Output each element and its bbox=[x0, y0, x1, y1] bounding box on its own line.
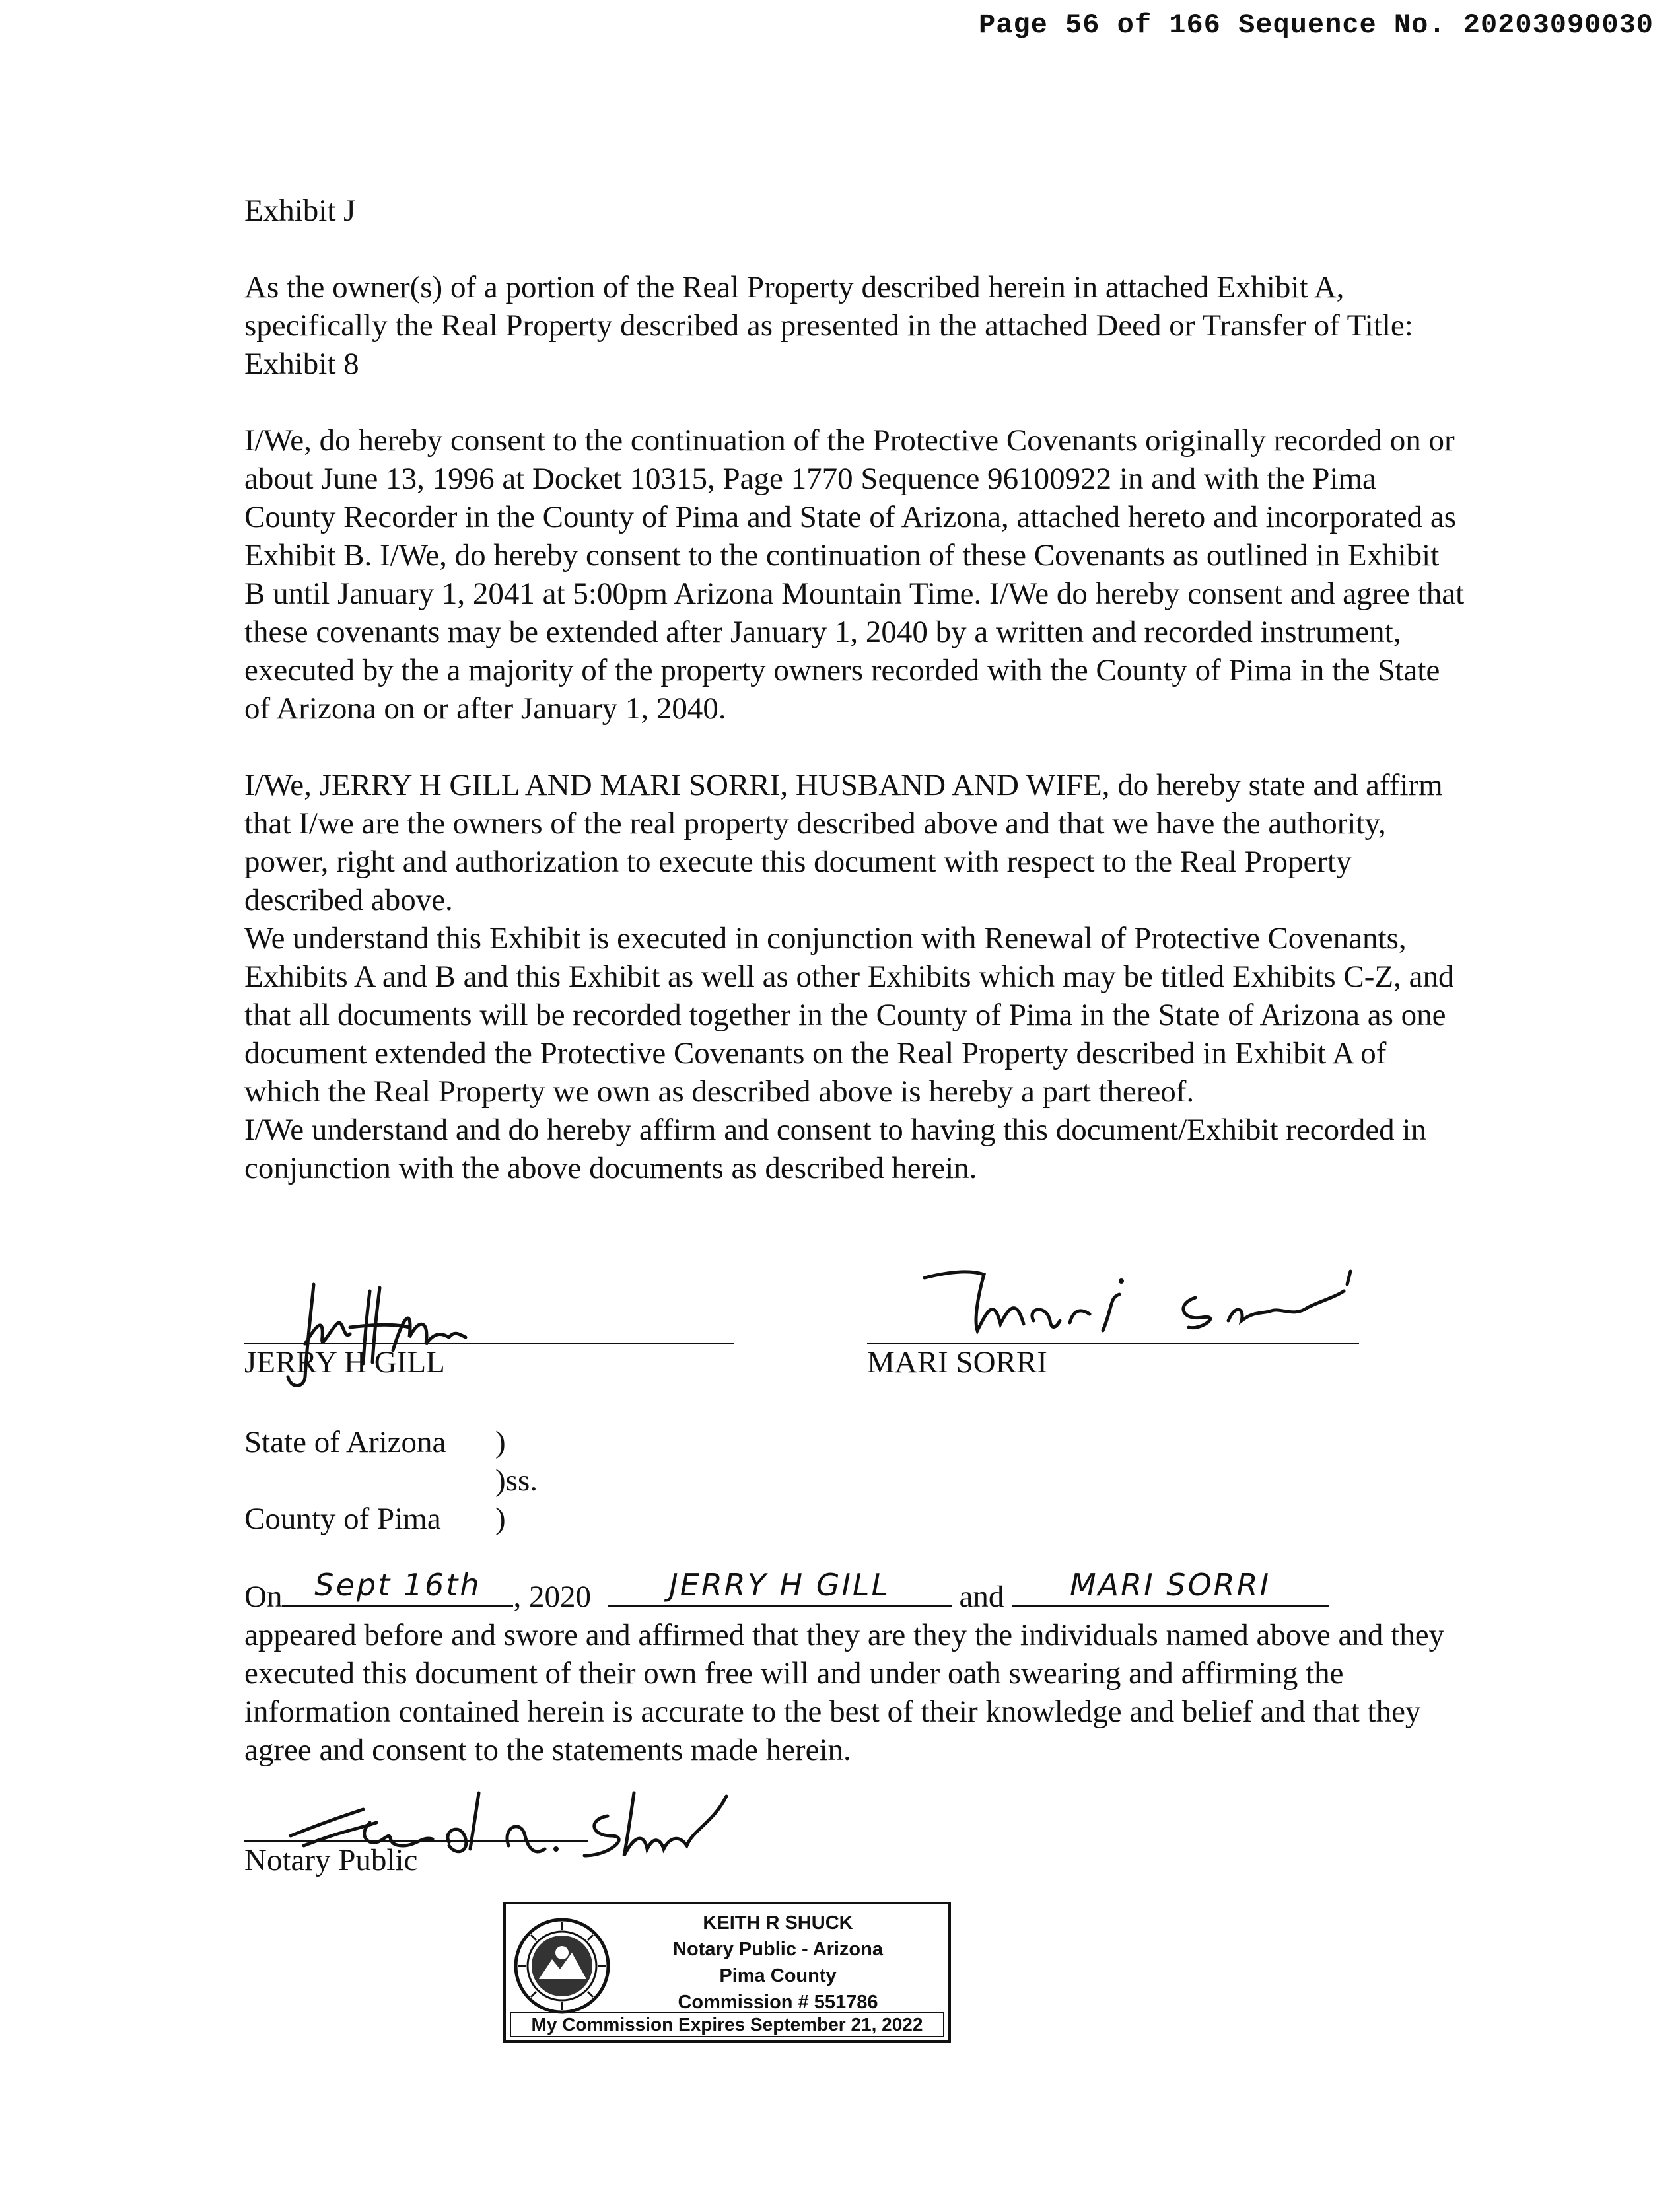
oath-name2-field bbox=[1012, 1567, 1329, 1607]
signer-name-right: MARI SORRI bbox=[867, 1345, 1047, 1380]
notary-stamp bbox=[503, 1902, 951, 2043]
oath-name1-handwritten: JERRY H GILL bbox=[669, 1567, 891, 1603]
document-body bbox=[244, 192, 1466, 1187]
paragraph-recording: I/We understand and do hereby affirm and consent to having this document/Exhibit recorded in conjunction with the above documents as described herein. bbox=[244, 1113, 1426, 1185]
stamp-notary-name: KEITH R SHUCK bbox=[703, 1912, 853, 1934]
oath-fill-line bbox=[244, 1567, 1466, 1616]
paragraph-conjunction: We understand this Exhibit is executed in conjunction with Renewal of Protective Covenants, Exhibits A and B and this Exhibit as well as other Exhibits which may be titled Exhibits C-Z, and that all documents will be recorded together in the County of Pima in the State of Arizona as one document extended the Protective Covenants on the Real Property described in Exhibit A of which the Real Property we own as described above is hereby a part thereof. bbox=[244, 921, 1454, 1109]
oath-and-label: and bbox=[959, 1580, 1004, 1614]
venue-paren-2: ) bbox=[495, 1502, 506, 1536]
oath-date-field bbox=[282, 1567, 513, 1607]
stamp-notary-title: Notary Public - Arizona bbox=[673, 1939, 883, 1960]
stamp-text bbox=[612, 1910, 944, 2015]
venue-ss: )ss. bbox=[495, 1463, 538, 1498]
oath-on-label: On bbox=[244, 1580, 283, 1614]
paragraph-ownership: As the owner(s) of a portion of the Real Property described herein in attached Exhibit A, specifically the Real Property described as presented in the attached Deed or Transfer of Title: Exhibit 8 bbox=[244, 270, 1413, 381]
stamp-expiration: My Commission Expires September 21, 2022 bbox=[510, 2012, 944, 2037]
page-sequence-header: Page 56 of 166 Sequence No. 20203090030 bbox=[979, 9, 1654, 41]
venue-state: State of Arizona bbox=[244, 1425, 446, 1459]
signature-mari-sorri bbox=[911, 1258, 1374, 1344]
oath-body: appeared before and swore and affirmed that they are they the individuals named above and they executed this document of their own free will and under oath swearing and affirming the information contained herein is accurate to the best of their knowledge and belief and that they agree and consent to the statements made herein. bbox=[244, 1618, 1445, 1767]
venue-paren-1: ) bbox=[495, 1425, 506, 1459]
signature-line-notary bbox=[244, 1840, 588, 1842]
oath-section bbox=[244, 1567, 1466, 1769]
notary-label: Notary Public bbox=[244, 1843, 418, 1877]
signer-name-left: JERRY H GILL bbox=[244, 1345, 445, 1380]
oath-date-handwritten: Sept 16th bbox=[314, 1567, 481, 1603]
paragraph-affirmation: I/We, JERRY H GILL AND MARI SORRI, HUSBAND AND WIFE, do hereby state and affirm that I/we are the owners of the real property described above and that we have the authority, power, right and authorization to execute this document with respect to the Real Property described above. bbox=[244, 768, 1443, 917]
oath-name1-field bbox=[608, 1567, 952, 1607]
oath-name2-handwritten: MARI SORRI bbox=[1069, 1567, 1271, 1603]
signature-line-left bbox=[244, 1343, 734, 1344]
exhibit-title: Exhibit J bbox=[244, 193, 356, 228]
paragraph-consent: I/We, do hereby consent to the continuation of the Protective Covenants originally recorded on or about June 13, 1996 at Docket 10315, Page 1770 Sequence 96100922 in and with the Pima County Recorder in the County of Pima and State of Arizona, attached hereto and incorporated as Exhibit B. I/We, do hereby consent to the continuation of these Covenants as outlined in Exhibit B until January 1, 2041 at 5:00pm Arizona Mountain Time. I/We do hereby consent and agree that these covenants may be extended after January 1, 2040 by a written and recorded instrument, executed by the a majority of the property owners recorded with the County of Pima in the State of Arizona on or after January 1, 2040. bbox=[244, 423, 1465, 726]
arizona-seal-icon bbox=[512, 1916, 612, 2015]
venue-county: County of Pima bbox=[244, 1502, 441, 1536]
oath-year: , 2020 bbox=[513, 1580, 591, 1614]
stamp-commission: Commission # 551786 bbox=[678, 1992, 878, 2013]
signature-line-right bbox=[867, 1343, 1359, 1344]
stamp-county: Pima County bbox=[719, 1965, 837, 1986]
